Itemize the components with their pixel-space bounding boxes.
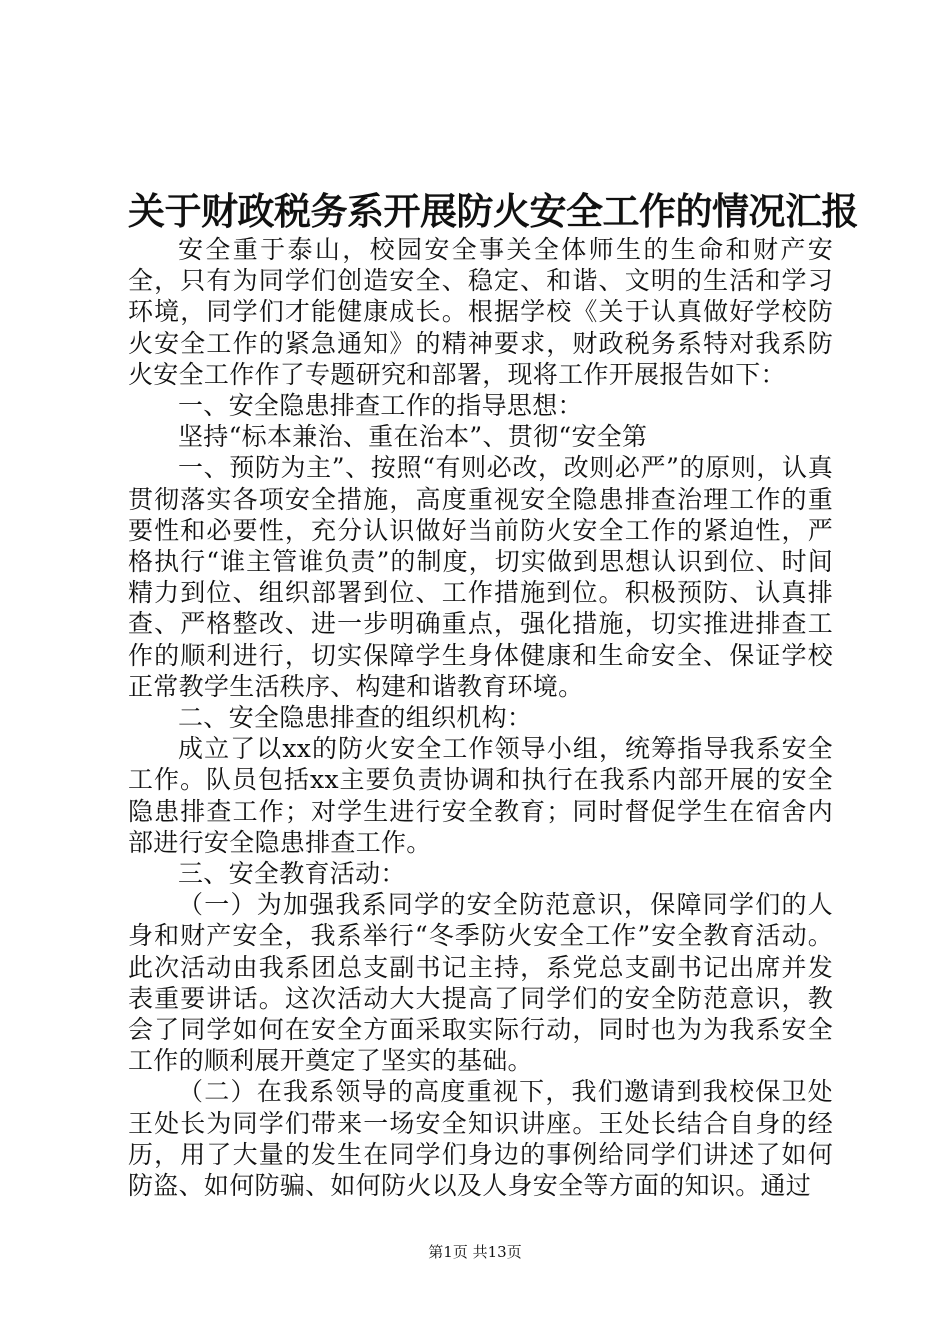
heading-guiding-thought: 一、安全隐患排查工作的指导思想： [178,391,583,421]
page-footer: 第1页 共13页 [428,1243,522,1261]
heading-education-activities: 三、安全教育活动： [178,859,406,889]
paragraph-intro: 安全重于泰山，校园安全事关全体师生的生命和财产安全，只有为同学们创造安全、稳定、和谐、文明的生活和学习环境，同学们才能健康成长。根据学校《关于认真做好学校防火安全工作的紧急通知》的精神要求，财政税务系特对我系防火安全工作作了专题研究和部署，现将工作开展报告如下： [128,235,833,389]
paragraph-guiding-thought-body: 一、预防为主”、按照“有则必改，改则必严”的原则，认真贯彻落实各项安全措施，高度重视安全隐患排查治理工作的重要性和必要性，充分认识做好当前防火安全工作的紧迫性，严格执行“谁主管谁负责”的制度，切实做到思想认识到位、时间精力到位、组织部署到位、工作措施到位。积极预防、认真排查、严格整改、进一步明确重点，强化措施，切实推进排查工作的顺利进行，切实保障学生身体健康和生命安全、保证学校正常教学生活秩序、构建和谐教育环境。 [128,453,833,701]
document-title: 关于财政税务系开展防火安全工作的情况汇报 [128,189,858,233]
paragraph-activity-one: （一）为加强我系同学的安全防范意识，保障同学们的人身和财产安全，我系举行“冬季防火安全工作”安全教育活动。此次活动由我系团总支副书记主持，系党总支副书记出席并发表重要讲话。这次活动大大提高了同学们的安全防范意识，教会了同学如何在安全方面采取实际行动，同时也为为我系安全工作的顺利展开奠定了坚实的基础。 [128,890,833,1076]
paragraph-activity-two: （二）在我系领导的高度重视下，我们邀请到我校保卫处王处长为同学们带来一场安全知识讲座。王处长结合自身的经历，用了大量的发生在同学们身边的事例给同学们讲述了如何防盗、如何防骗、如何防火以及人身安全等方面的知识。通过 [128,1077,833,1201]
heading-organization: 二、安全隐患排查的组织机构： [178,703,533,733]
paragraph-organization: 成立了以xx的防火安全工作领导小组，统筹指导我系安全工作。队员包括xx主要负责协调和执行在我系内部开展的安全隐患排查工作；对学生进行安全教育；同时督促学生在宿舍内部进行安全隐患排查工作。 [128,734,833,857]
paragraph-guiding-thought-start: 坚持“标本兼治、重在治本”、贯彻“安全第 [178,422,648,452]
document-body [128,234,833,1201]
